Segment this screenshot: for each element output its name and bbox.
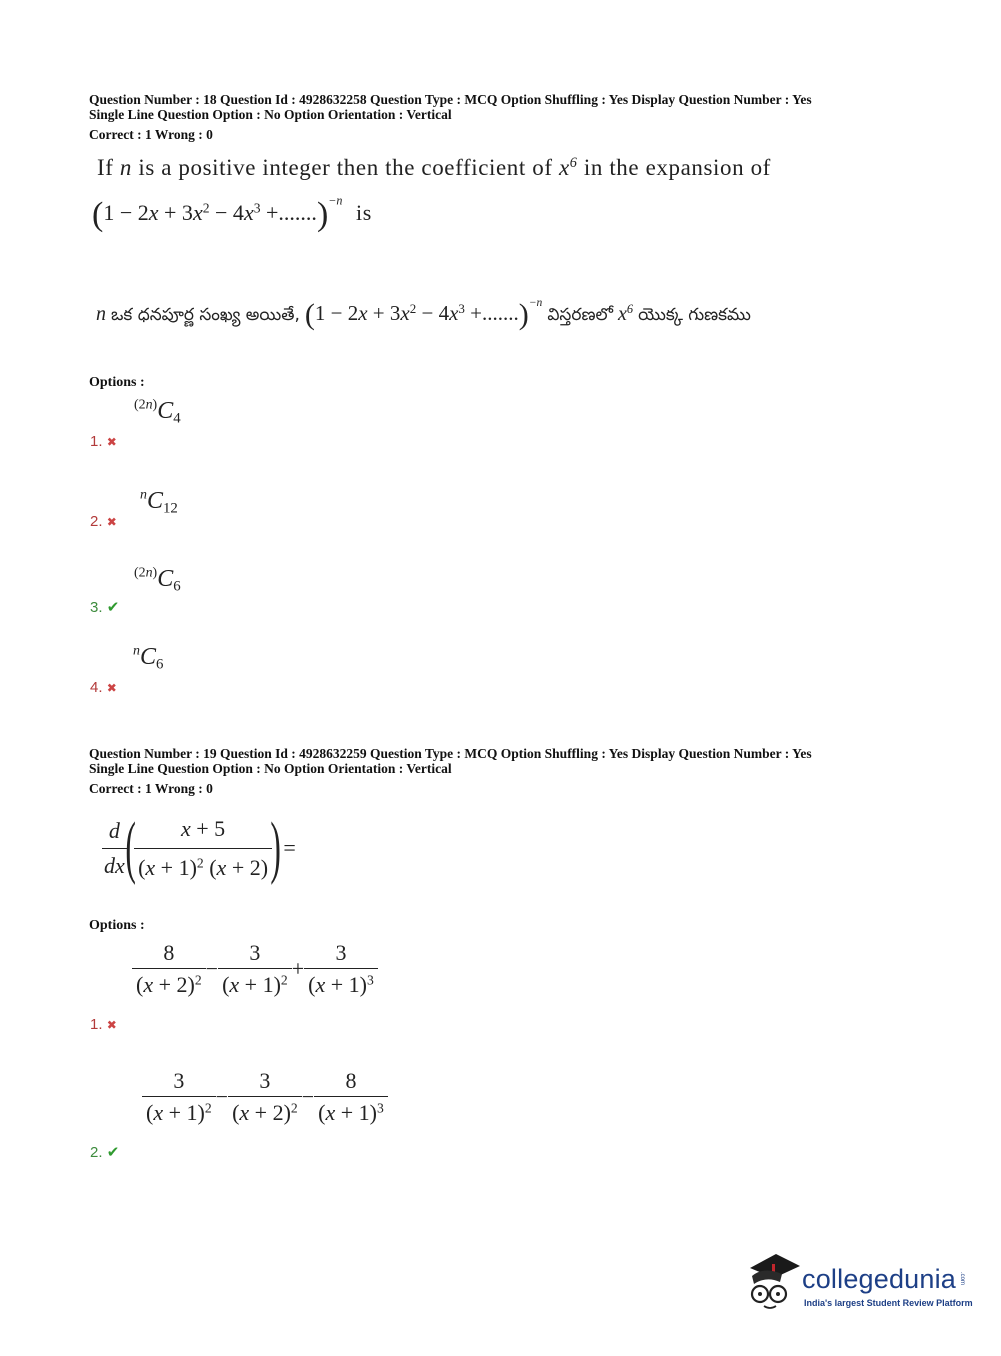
q18-options-label: Options : (89, 375, 145, 390)
q19-d-dx: $\frac{d}{dx}$ (104, 817, 125, 878)
q18-meta-line2: Single Line Question Option : No Option Orientation : Vertical (89, 107, 452, 122)
q18-meta-line1: Question Number : 18 Question Id : 4928632258 Question Type : MCQ Option Shuffling : Yes Display Question Number : Yes (89, 92, 812, 107)
wrong-mark-icon: ✖ (106, 1018, 117, 1032)
correct-check-icon: ✔ (106, 598, 120, 616)
q18-option-4-number: 4. (90, 679, 103, 696)
q18-te-var-n: n (96, 302, 106, 325)
q19-option-2[interactable] (90, 1143, 119, 1161)
q18-option-3-content: $^{(2n)}C_6$ (134, 565, 181, 595)
q18-var-n: n (119, 155, 132, 180)
q19-option-2-content: $\frac{3}{(x + 1)^2}$ − $\frac{3}{(x + 2)^2}$ − $\frac{8}{(x + 1)^3}$ (142, 1068, 388, 1126)
q18-option-1[interactable] (90, 433, 117, 450)
wrong-mark-icon: ✖ (106, 435, 117, 449)
q18-x6: $x^6$ (558, 155, 578, 180)
q18-option-3-number: 3. (90, 599, 103, 616)
wrong-mark-icon: ✖ (106, 681, 117, 695)
q19-meta-line2: Single Line Question Option : No Option Orientation : Vertical (89, 761, 452, 776)
q18-option-2-content: $^nC_{12}$ (140, 487, 178, 517)
q18-te-text3: యొక్క గుణకము (638, 304, 751, 325)
wrong-mark-icon: ✖ (106, 515, 117, 529)
q18-option-1-number: 1. (90, 433, 103, 450)
q18-option-4[interactable] (90, 679, 117, 696)
q19-meta-line3: Correct : 1 Wrong : 0 (89, 781, 213, 796)
q18-meta-line3: Correct : 1 Wrong : 0 (89, 127, 213, 142)
q18-te-text1: ఒక ధనపూర్ణ సంఖ్య అయితే, (111, 304, 300, 325)
logo-wordmark: collegedunia (802, 1264, 957, 1294)
q18-question-te (96, 296, 751, 331)
logo-tagline: India's largest Student Review Platform (804, 1298, 973, 1308)
q19-question-expression: $\frac{d}{dx}$ ( $\frac{x + 5}{(x + 1)^2 (x + 2)}$ ) = (104, 809, 296, 886)
q19-fraction: $\frac{x + 5}{(x + 1)^2 (x + 2)}$ (134, 816, 272, 881)
q18-text-if: If (97, 155, 114, 180)
q19-option-1[interactable] (90, 1016, 117, 1033)
q19-option-2-number: 2. (90, 1144, 103, 1161)
q18-option-2-number: 2. (90, 513, 103, 530)
logo-suffix: .com (959, 1272, 965, 1286)
q18-expression: $(1 - 2x + 3x^2 - 4x^3 +.......)^{-n}$ is (92, 193, 372, 233)
q18-text-mid: is a positive integer then the coefficient of (138, 155, 553, 180)
q18-text-end: in the expansion of (583, 155, 771, 180)
q19-meta-line1: Question Number : 19 Question Id : 4928632259 Question Type : MCQ Option Shuffling : Yes Display Question Number : Yes (89, 746, 812, 761)
q18-option-1-content: $^{(2n)}C_4$ (134, 397, 181, 427)
q18-question-en-line1 (97, 155, 771, 181)
q18-te-x6: $x^6$ (617, 302, 634, 325)
q18-option-4-content: $^nC_6$ (133, 643, 164, 673)
correct-check-icon: ✔ (106, 1143, 120, 1161)
q18-te-text2: విస్తరణలో (547, 304, 613, 325)
q19-options-label: Options : (89, 918, 145, 933)
collegedunia-logo[interactable] (742, 1250, 974, 1320)
q18-te-expression: $(1 - 2x + 3x^2 - 4x^3 +.......)^{-n}$ (304, 296, 543, 331)
q18-option-2[interactable] (90, 513, 117, 530)
q18-option-3[interactable] (90, 598, 119, 616)
student-mascot-icon (742, 1250, 802, 1312)
q18-text-is: is (355, 200, 372, 226)
q19-option-1-number: 1. (90, 1016, 103, 1033)
q19-option-1-content: $\frac{8}{(x + 2)^2}$ − $\frac{3}{(x + 1)^2}$ + $\frac{3}{(x + 1)^3}$ (132, 940, 378, 998)
